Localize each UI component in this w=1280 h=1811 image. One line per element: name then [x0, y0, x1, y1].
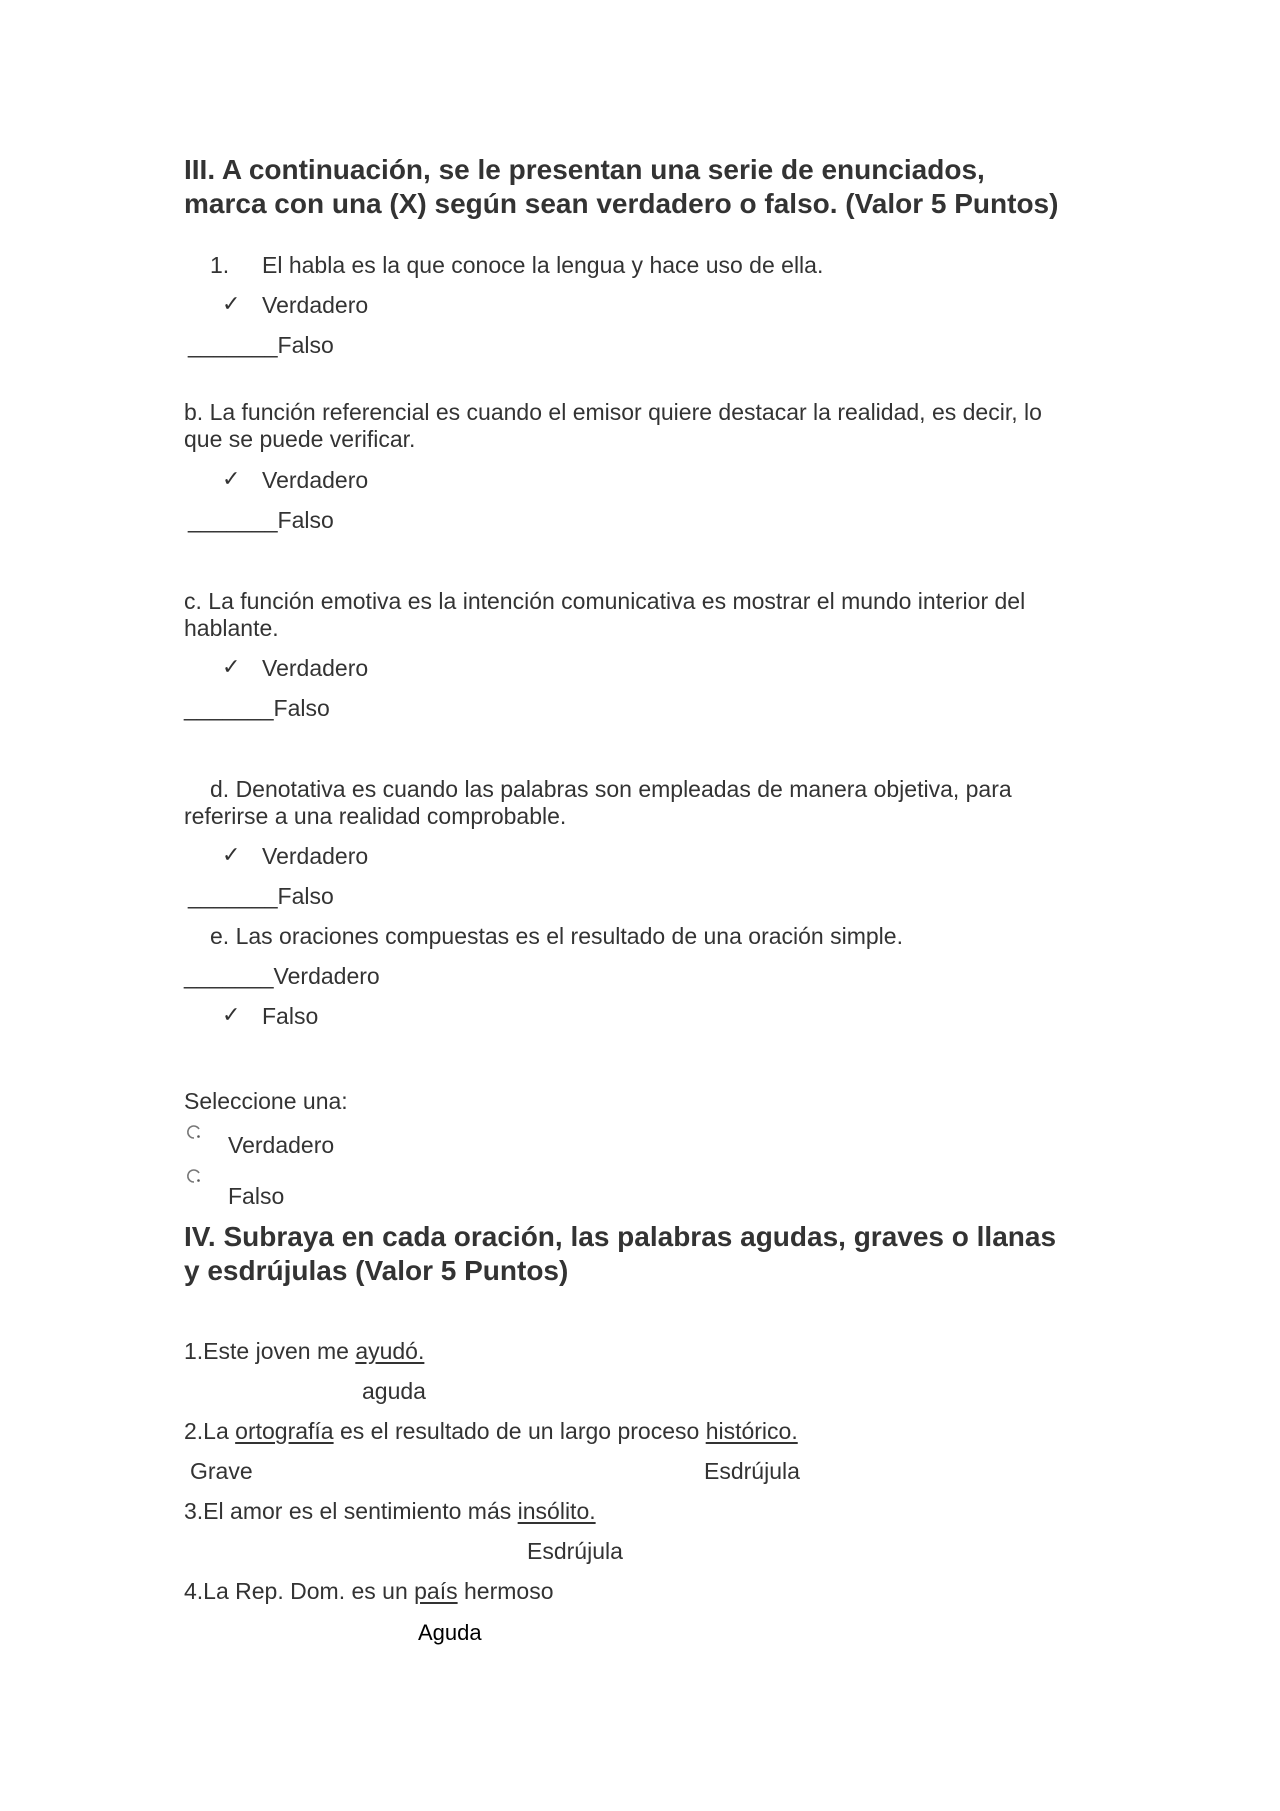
question-e-true-option: _______Verdadero: [184, 963, 380, 989]
sentence-3-underlined-word: insólito.: [517, 1498, 596, 1524]
question-c-false-option: _______Falso: [184, 695, 330, 721]
question-e-false-option: Falso: [262, 1003, 319, 1029]
question-1-number: 1.: [210, 252, 230, 278]
question-c-text-line-2: hablante.: [184, 615, 279, 641]
sentence-3: [184, 1498, 596, 1525]
question-d-false-option: _______Falso: [188, 883, 334, 909]
question-1-text: El habla es la que conoce la lengua y hace uso de ella.: [262, 252, 824, 278]
question-c-true-option: Verdadero: [262, 655, 369, 681]
select-prompt: Seleccione una:: [184, 1088, 348, 1114]
sentence-4-answer: Aguda: [418, 1620, 482, 1645]
sentence-1-text: 1.Este joven me: [184, 1338, 356, 1364]
radio-false-label: Falso: [228, 1183, 285, 1209]
question-b-false-option: _______Falso: [188, 507, 334, 533]
sentence-3-text: 3.El amor es el sentimiento más: [184, 1498, 518, 1524]
sentence-2-text-start: 2.La: [184, 1418, 236, 1444]
question-c-text-line-1: c. La función emotiva es la intención comunicativa es mostrar el mundo interior del: [184, 588, 1026, 614]
question-d-true-option: Verdadero: [262, 843, 369, 869]
sentence-4-text-end: hermoso: [457, 1578, 554, 1604]
sentence-2-underlined-word-1: ortografía: [235, 1418, 334, 1444]
sentence-2-text-middle: es el resultado de un largo proceso: [333, 1418, 706, 1444]
sentence-1-answer: aguda: [362, 1378, 426, 1404]
radio-true-label: Verdadero: [228, 1132, 335, 1158]
question-b-true-option: Verdadero: [262, 467, 369, 493]
section-4-title-line-1: IV. Subraya en cada oración, las palabras agudas, graves o llanas: [184, 1221, 1057, 1252]
sentence-4: [184, 1578, 553, 1605]
sentence-1: [184, 1338, 424, 1365]
sentence-2-underlined-word-2: histórico.: [705, 1418, 798, 1444]
section-4-title-line-2: y esdrújulas (Valor 5 Puntos): [184, 1255, 569, 1286]
radio-true-icon[interactable]: [186, 1124, 202, 1140]
check-icon: ✓: [222, 466, 241, 491]
check-icon: ✓: [222, 654, 241, 679]
question-d-text-line-2: referirse a una realidad comprobable.: [184, 803, 567, 829]
section-3-title-line-1: III. A continuación, se le presentan una serie de enunciados,: [184, 154, 985, 185]
sentence-3-answer: Esdrújula: [527, 1538, 623, 1564]
check-icon: ✓: [222, 1002, 241, 1027]
sentence-4-underlined-word: país: [414, 1578, 458, 1604]
question-d-text-line-1: d. Denotativa es cuando las palabras son empleadas de manera objetiva, para: [210, 776, 1012, 802]
sentence-2-answer-2: Esdrújula: [704, 1458, 800, 1484]
question-1-false-option: _______Falso: [188, 332, 334, 358]
sentence-2: [184, 1418, 798, 1445]
sentence-2-answer-1: Grave: [190, 1458, 253, 1484]
check-icon: ✓: [222, 842, 241, 867]
question-1-true-option: Verdadero: [262, 292, 369, 318]
sentence-4-text-start: 4.La Rep. Dom. es un: [184, 1578, 415, 1604]
sentence-1-underlined-word: ayudó.: [355, 1338, 425, 1364]
question-b-text-line-2: que se puede verificar.: [184, 426, 416, 452]
question-e-text: e. Las oraciones compuestas es el resultado de una oración simple.: [210, 923, 903, 949]
question-b-text-line-1: b. La función referencial es cuando el emisor quiere destacar la realidad, es decir, lo: [184, 399, 1042, 425]
section-3-title-line-2: marca con una (X) según sean verdadero o falso. (Valor 5 Puntos): [184, 188, 1059, 219]
radio-false-icon[interactable]: [186, 1168, 202, 1184]
check-icon: ✓: [222, 291, 241, 316]
